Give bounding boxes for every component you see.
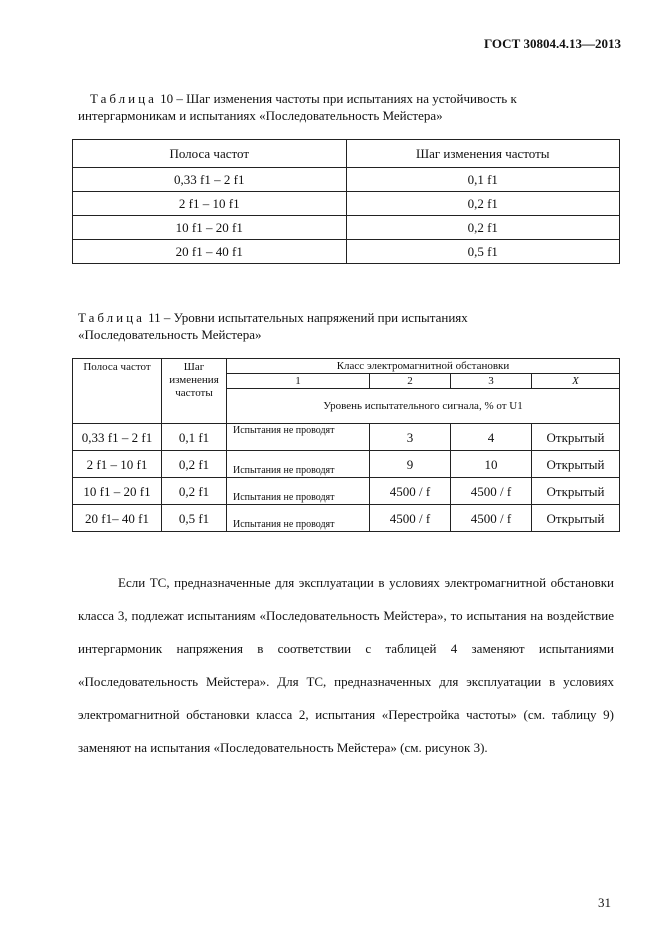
t11-cell: 4: [451, 424, 532, 451]
t11-level-header: Уровень испытательного сигнала, % от U1: [227, 389, 620, 424]
standard-code: ГОСТ 30804.4.13—2013: [483, 36, 621, 51]
t10-cell: 20 f1 – 40 f1: [73, 240, 347, 264]
table-11: [72, 358, 620, 532]
t11-cell: Испытания не проводят: [227, 424, 370, 451]
t10-cell: 0,2 f1: [346, 216, 620, 240]
t11-class-x: [532, 374, 620, 389]
table11-caption-rest: 11 – Уровни испытательных напряжений при испытаниях: [148, 310, 468, 325]
t10-cell: 0,33 f1 – 2 f1: [73, 168, 347, 192]
t11-cell: 9: [370, 451, 451, 478]
t10-cell: 2 f1 – 10 f1: [73, 192, 347, 216]
table-row: [73, 240, 620, 264]
t11-header-step: Шаг изменения частоты: [162, 359, 227, 424]
t10-header-step: Шаг изменения частоты: [346, 140, 620, 168]
table-row: [73, 168, 620, 192]
t10-cell: 0,5 f1: [346, 240, 620, 264]
t11-class-1: 1: [227, 374, 370, 389]
t11-cell: Испытания не проводят: [227, 451, 370, 478]
table10-caption-line2: интергармоникам и испытаниях «Последовательность Мейстера»: [78, 108, 443, 123]
t11-header-band: Полоса частот: [73, 359, 162, 424]
t11-cell: 0,5 f1: [162, 505, 227, 532]
table11-caption-word: Таблица: [78, 310, 145, 325]
t11-cell: Открытый: [532, 451, 620, 478]
table10-caption-word: Таблица: [90, 91, 157, 106]
t11-cell: Открытый: [532, 505, 620, 532]
table11-caption: [78, 309, 614, 327]
t11-cell: 0,2 f1: [162, 451, 227, 478]
t11-cell: 4500 / f: [370, 505, 451, 532]
t11-cell: Испытания не проводят: [227, 505, 370, 532]
t10-cell: 10 f1 – 20 f1: [73, 216, 347, 240]
t11-cell: 4500 / f: [451, 505, 532, 532]
table-row: [73, 505, 620, 532]
t11-cell: 0,33 f1 – 2 f1: [73, 424, 162, 451]
t11-cell: 4500 / f: [370, 478, 451, 505]
t11-cell: 20 f1– 40 f1: [73, 505, 162, 532]
table11-caption-line2: «Последовательность Мейстера»: [78, 327, 262, 342]
t11-cell: 2 f1 – 10 f1: [73, 451, 162, 478]
table-row: [73, 216, 620, 240]
table10-caption: [90, 90, 517, 108]
table-row: [73, 192, 620, 216]
body-paragraph: [78, 566, 614, 764]
table-row: [73, 424, 620, 451]
t11-class-x-label: X: [572, 374, 579, 387]
t11-cell: Открытый: [532, 424, 620, 451]
t11-cell: 0,2 f1: [162, 478, 227, 505]
table10-caption-rest: 10 – Шаг изменения частоты при испытаниях на устойчивость к: [160, 91, 517, 106]
t11-cell: 10: [451, 451, 532, 478]
t10-cell: 0,1 f1: [346, 168, 620, 192]
t10-cell: 0,2 f1: [346, 192, 620, 216]
table-10: [72, 139, 620, 264]
page-number: 31: [598, 895, 611, 910]
t11-cell: Испытания не проводят: [227, 478, 370, 505]
t11-class-header: Класс электромагнитной обстановки: [227, 359, 620, 374]
table-row: [73, 451, 620, 478]
t11-cell: 0,1 f1: [162, 424, 227, 451]
t11-class-2: 2: [370, 374, 451, 389]
paragraph-text: Если ТС, предназначенные для эксплуатации в условиях электромагнитной обстановки класса 3, подлежат испытаниям «Последовательность Мейстера», то испытания на воздействие интергармоник напряжения в соответствии с таблицей 4 заменяют испытаниями «Последовательность Мейстера». Для ТС, предназначенных для эксплуатации в условиях электромагнитной обстановки класса 2, испытания «Перестройка частоты» (см. таблицу 9) заменяют на испытания «Последовательность Мейстера» (см. рисунок 3).: [78, 575, 614, 755]
t11-cell: 3: [370, 424, 451, 451]
t10-header-band: Полоса частот: [73, 140, 347, 168]
t11-class-3: 3: [451, 374, 532, 389]
table-row: [73, 478, 620, 505]
t11-cell: 10 f1 – 20 f1: [73, 478, 162, 505]
t11-cell: Открытый: [532, 478, 620, 505]
t11-cell: 4500 / f: [451, 478, 532, 505]
